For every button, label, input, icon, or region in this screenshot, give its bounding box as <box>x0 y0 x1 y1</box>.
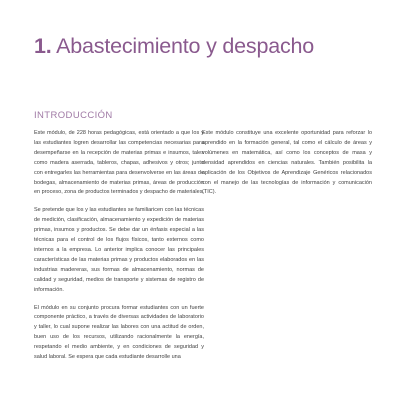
page-title <box>34 34 314 59</box>
section-heading: INTRODUCCIÓN <box>34 110 113 121</box>
chapter-number: 1. <box>34 34 52 58</box>
left-column <box>34 129 204 371</box>
chapter-title: Abastecimiento y despacho <box>56 34 315 58</box>
paragraph: Este módulo constituye una excelente oportunidad para reforzar lo aprendido en la formación general, tal como el cálculo de áreas y volúmenes en matemática, así como los conceptos de masa y densidad aprendidos en ciencias naturales. También posibilita la aplicación de los Objetivos de Aprendizaje Genéricos relacionados con el manejo de las tecnologías de información y comunicación (TIC). <box>202 130 372 196</box>
right-column <box>202 129 372 206</box>
paragraph: El módulo en su conjunto procura formar estudiantes con un fuerte componente práctico, a través de diversas actividades de laboratorio y taller, lo cual supone realizar las labores con una actitud de orden, buen uso de los recursos, utilizando racionalmente la energía, respetando el medio ambiente, y en condiciones de seguridad y salud laboral. Se espera que cada estudiante desarrolle una <box>34 304 204 361</box>
paragraph: Este módulo, de 228 horas pedagógicas, está orientado a que los y las estudiantes logren desarrollar las competencias necesarias para desempeñarse en la recepción de materias primas e insumos, tales como madera aserrada, tableros, chapas, adhesivos y otros; junto con entregarles las herramientas para desenvolverse en las áreas de bodegas, almacenamiento de materias primas, áreas de producción en proceso, zona de productos terminados y despacho de materiales. <box>34 130 204 196</box>
paragraph: Se pretende que los y las estudiantes se familiaricen con las técnicas de medición, clasificación, almacenamiento y expedición de materias primas, insumos y productos. Se debe dar un énfasis especial a las técnicas para el control de los flujos físicos, tanto externos como internos a la empresa. Lo anterior implica conocer las principales características de las materias primas y productos elaborados en las industrias madereras, sus formas de almacenamiento, normas de calidad y seguridad, medios de transporte y sistemas de registro de información. <box>34 207 204 293</box>
